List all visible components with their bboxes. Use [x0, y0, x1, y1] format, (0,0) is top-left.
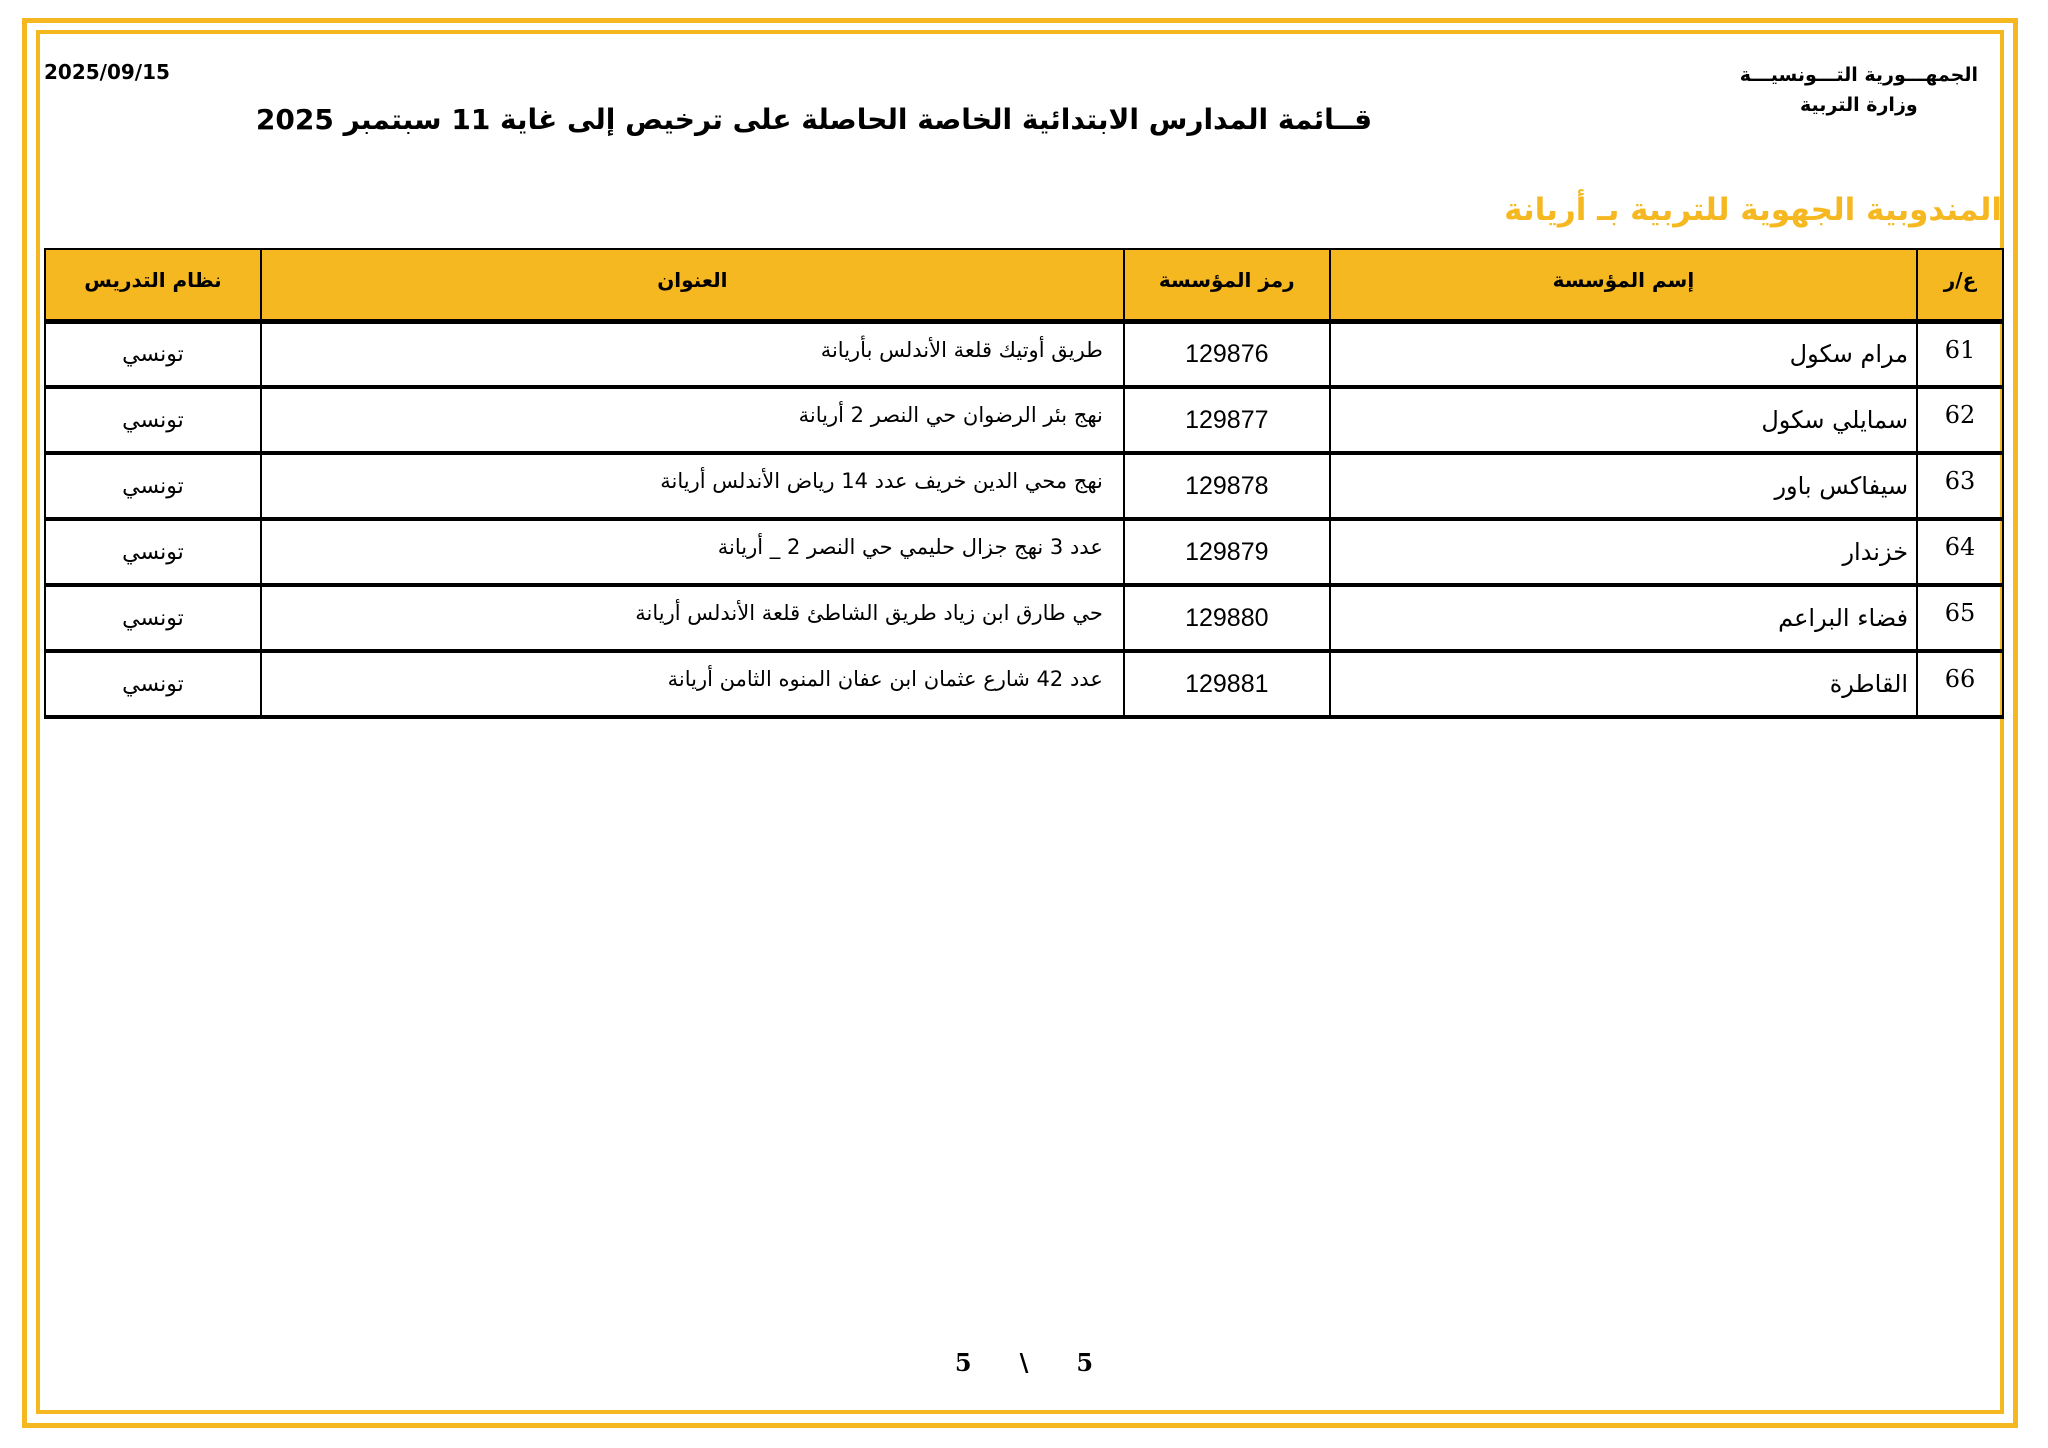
document-title: قــائمة المدارس الابتدائية الخاصة الحاصلة على ترخيص إلى غاية 11 سبتمبر 2025	[255, 103, 1373, 136]
page-number	[0, 1348, 2048, 1377]
school-name: القاطرة	[1330, 651, 1917, 717]
row-number: 62	[1917, 387, 2003, 453]
school-address: عدد 42 شارع عثمان ابن عفان المنوه الثامن أريانة	[261, 651, 1124, 717]
row-number: 65	[1917, 585, 2003, 651]
school-code: 129879	[1124, 519, 1330, 585]
teaching-system: تونسي	[45, 585, 261, 651]
column-header-address: العنوان	[261, 249, 1124, 321]
teaching-system: تونسي	[45, 387, 261, 453]
school-name: سمايلي سكول	[1330, 387, 1917, 453]
schools-table	[44, 248, 2004, 719]
school-name: خزندار	[1330, 519, 1917, 585]
teaching-system: تونسي	[45, 453, 261, 519]
teaching-system: تونسي	[45, 651, 261, 717]
row-number: 61	[1917, 321, 2003, 387]
page-frame-inner	[36, 30, 2004, 1414]
row-number: 63	[1917, 453, 2003, 519]
school-name: مرام سكول	[1330, 321, 1917, 387]
region-title: المندوبية الجهوية للتربية بـ أريانة	[1504, 192, 2002, 228]
school-code: 129881	[1124, 651, 1330, 717]
table-row	[45, 585, 2003, 651]
table-row	[45, 519, 2003, 585]
school-code: 129878	[1124, 453, 1330, 519]
column-header-code: رمز المؤسسة	[1124, 249, 1330, 321]
page-current: 5	[954, 1348, 972, 1377]
school-address: طريق أوتيك قلعة الأندلس بأريانة	[261, 321, 1124, 387]
table-row	[45, 453, 2003, 519]
teaching-system: تونسي	[45, 321, 261, 387]
school-name: فضاء البراعم	[1330, 585, 1917, 651]
row-number: 66	[1917, 651, 2003, 717]
school-code: 129877	[1124, 387, 1330, 453]
page-separator: \	[1019, 1348, 1029, 1377]
ministry-label: وزارة التربية	[1800, 94, 1918, 116]
republic-label: الجمهـــورية التـــونسيـــة	[1739, 64, 1978, 86]
document-date: 2025/09/15	[44, 60, 170, 84]
column-header-system: نظام التدريس	[45, 249, 261, 321]
school-address: نهج محي الدين خريف عدد 14 رياض الأندلس أريانة	[261, 453, 1124, 519]
school-address: حي طارق ابن زياد طريق الشاطئ قلعة الأندلس أريانة	[261, 585, 1124, 651]
school-code: 129876	[1124, 321, 1330, 387]
page-total: 5	[1076, 1348, 1094, 1377]
column-header-number: ع/ر	[1917, 249, 2003, 321]
row-number: 64	[1917, 519, 2003, 585]
school-address: نهج بئر الرضوان حي النصر 2 أريانة	[261, 387, 1124, 453]
column-header-name: إسم المؤسسة	[1330, 249, 1917, 321]
table-row	[45, 387, 2003, 453]
school-name: سيفاكس باور	[1330, 453, 1917, 519]
school-address: عدد 3 نهج جزال حليمي حي النصر 2 _ أريانة	[261, 519, 1124, 585]
table-row	[45, 651, 2003, 717]
table-row	[45, 321, 2003, 387]
teaching-system: تونسي	[45, 519, 261, 585]
school-code: 129880	[1124, 585, 1330, 651]
table-header-row	[45, 249, 2003, 321]
